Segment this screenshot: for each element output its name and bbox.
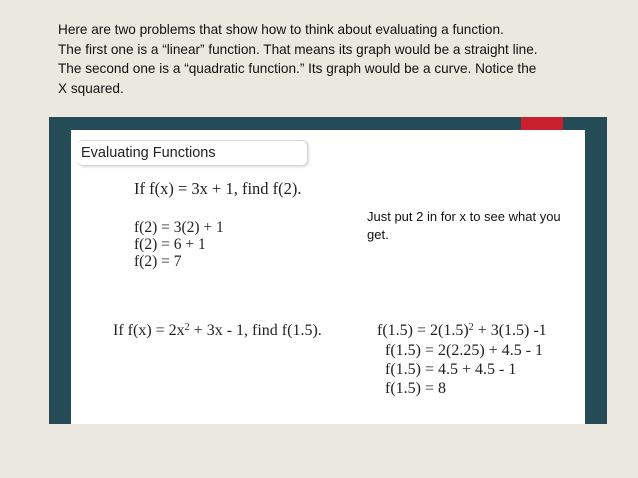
- slide-image: [49, 117, 607, 424]
- problem1-step-1: f(2) = 3(2) + 1: [134, 219, 224, 236]
- problem2-step-1-exponent: 2: [468, 322, 474, 333]
- problem1-prompt: If f(x) = 3x + 1, find f(2).: [134, 179, 302, 198]
- problem2-prompt: [113, 322, 322, 339]
- slide-frame-right: [585, 117, 607, 424]
- problem2-step-4: f(1.5) = 8: [385, 380, 447, 397]
- slide-title-box: [77, 140, 308, 166]
- problem2-prompt-exponent: 2: [184, 322, 190, 333]
- problem2-step-1: [377, 322, 547, 339]
- problem1-step-3: f(2) = 7: [134, 253, 182, 270]
- intro-line-2: The first one is a “linear” function. That means its graph would be a straight line.: [58, 41, 538, 57]
- problem2-step-2: f(1.5) = 2(2.25) + 4.5 - 1: [385, 342, 544, 359]
- problem1-step-2: f(2) = 6 + 1: [134, 236, 206, 253]
- slide-frame-left: [49, 117, 71, 424]
- problem1-note: Just put 2 in for x to see what you get.: [367, 209, 561, 242]
- problem2-prompt-end: + 3x - 1, find f(1.5).: [189, 322, 322, 339]
- slide-content: [71, 130, 585, 424]
- intro-line-4: X squared.: [58, 80, 124, 96]
- problem2-step-1-start: f(1.5) = 2(1.5): [377, 322, 469, 339]
- slide-title: Evaluating Functions: [81, 145, 216, 161]
- intro-line-3: The second one is a “quadratic function.” Its graph would be a curve. Notice the: [58, 61, 537, 76]
- problem2-step-3: f(1.5) = 4.5 + 4.5 - 1: [385, 361, 517, 378]
- problem2-step-1-end: + 3(1.5) -1: [473, 322, 547, 339]
- intro-line-1: Here are two problems that show how to think about evaluating a function.: [58, 22, 504, 37]
- problem2-prompt-start: If f(x) = 2x: [113, 322, 185, 339]
- intro-text: [58, 20, 618, 98]
